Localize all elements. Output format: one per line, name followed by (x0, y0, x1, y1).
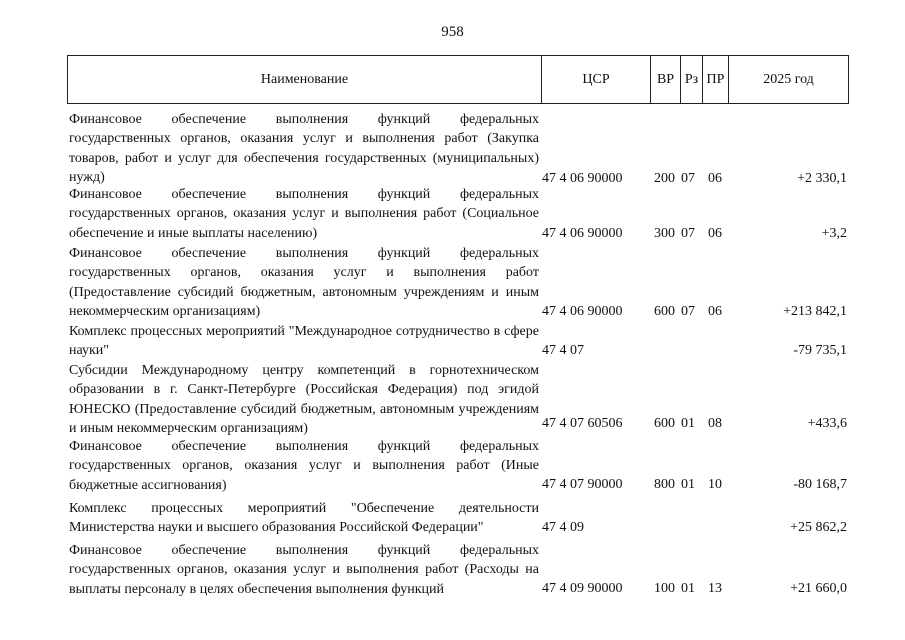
row-pr: 06 (708, 225, 722, 241)
row-name: Субсидии Международному центру компетенций в горнотехническом образовании в г. Санкт-Петербурге (Российская Федерация) под эгидой ЮНЕСКО (Предоставление субсидий бюджетным, автономным учреждениям и иным некоммерческим организациям) (69, 363, 539, 437)
row-vr: 300 (654, 225, 675, 241)
table-row (67, 244, 849, 321)
table-header (67, 55, 849, 104)
row-vr: 600 (654, 303, 675, 319)
row-csr: 47 4 07 60506 (542, 415, 623, 431)
row-csr: 47 4 07 90000 (542, 476, 623, 492)
row-pr: 13 (708, 580, 722, 596)
table-row (67, 361, 849, 437)
header-vr: ВР (651, 56, 681, 103)
row-sum: +21 660,0 (790, 580, 847, 596)
header-name: Наименование (68, 56, 542, 103)
row-csr: 47 4 09 90000 (542, 580, 623, 596)
table-row (67, 437, 849, 494)
row-sum: -80 168,7 (793, 476, 847, 492)
table-row (67, 185, 849, 243)
table-row (67, 110, 849, 188)
row-vr: 600 (654, 415, 675, 431)
row-name: Финансовое обеспечение выполнения функций федеральных государственных органов, оказания услуг и выполнения работ (Иные бюджетные ассигнования) (69, 439, 539, 493)
row-name: Комплекс процессных мероприятий "Обеспечение деятельности Министерства науки и высшего образования Российской Федерации" (69, 501, 539, 536)
header-pr: ПР (703, 56, 729, 103)
row-pr: 08 (708, 415, 722, 431)
row-csr: 47 4 07 (542, 342, 584, 358)
row-rz: 07 (681, 303, 695, 319)
row-rz: 07 (681, 170, 695, 186)
table-row (67, 499, 849, 537)
row-csr: 47 4 06 90000 (542, 303, 623, 319)
row-rz: 01 (681, 415, 695, 431)
row-vr: 100 (654, 580, 675, 596)
header-csr: ЦСР (542, 56, 651, 103)
row-sum: +213 842,1 (783, 303, 847, 319)
row-name: Финансовое обеспечение выполнения функций федеральных государственных органов, оказания услуг и выполнения работ (Расходы на выплаты персоналу в целях обеспечения выполнения функций (69, 543, 539, 597)
row-vr: 800 (654, 476, 675, 492)
row-csr: 47 4 06 90000 (542, 225, 623, 241)
row-sum: +3,2 (821, 225, 847, 241)
row-rz: 07 (681, 225, 695, 241)
table-row (67, 322, 849, 360)
row-rz: 01 (681, 476, 695, 492)
row-csr: 47 4 06 90000 (542, 170, 623, 186)
row-name: Финансовое обеспечение выполнения функций федеральных государственных органов, оказания услуг и выполнения работ (Социальное обеспечение и иные выплаты населению) (69, 187, 539, 241)
page-number: 958 (441, 24, 464, 40)
header-rz: Рз (681, 56, 703, 103)
row-rz: 01 (681, 580, 695, 596)
row-pr: 06 (708, 303, 722, 319)
row-name: Финансовое обеспечение выполнения функций федеральных государственных органов, оказания услуг и выполнения работ (Закупка товаров, работ и услуг для обеспечения государственных (муниципальных) нужд) (69, 112, 539, 186)
row-sum: +2 330,1 (797, 170, 847, 186)
row-pr: 10 (708, 476, 722, 492)
row-sum: -79 735,1 (793, 342, 847, 358)
row-csr: 47 4 09 (542, 519, 584, 535)
row-pr: 06 (708, 170, 722, 186)
row-sum: +433,6 (807, 415, 847, 431)
row-vr: 200 (654, 170, 675, 186)
header-year: 2025 год (763, 71, 814, 87)
row-name: Комплекс процессных мероприятий "Международное сотрудничество в сфере науки" (69, 324, 539, 359)
row-sum: +25 862,2 (790, 519, 847, 535)
table-row (67, 541, 849, 598)
row-name: Финансовое обеспечение выполнения функций федеральных государственных органов, оказания услуг и выполнения работ (Предоставление субсидий бюджетным, автономным учреждениям и иным некоммерческим организациям) (69, 246, 539, 320)
